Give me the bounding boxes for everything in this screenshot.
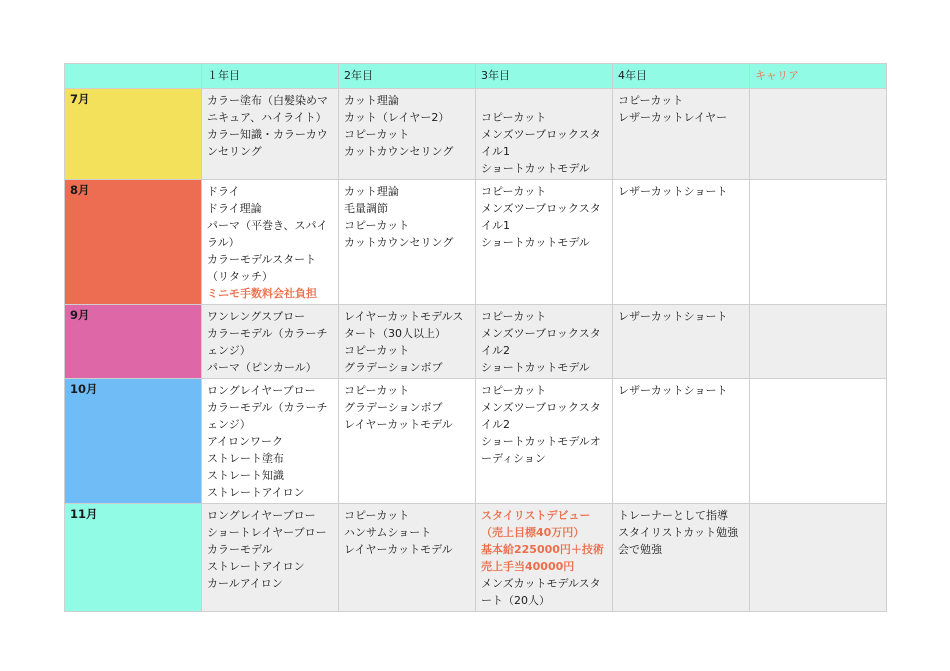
cell-year-2 (339, 504, 476, 612)
cell-line: ェンジ） (207, 418, 251, 431)
cell-career (750, 89, 887, 180)
table-row (65, 504, 887, 612)
cell-line: ショートレイヤーブロー (207, 526, 327, 539)
cell-line: ストレートアイロン (207, 560, 305, 573)
cell-line: コピーカット (344, 128, 410, 141)
cell-year-2 (339, 180, 476, 305)
cell-line: 毛量調節 (344, 202, 388, 215)
cell-line: カット理論 (344, 94, 399, 107)
cell-line: メンズツーブロックスタ (481, 128, 601, 141)
cell-line: ショートカットモデル (481, 162, 590, 175)
cell-year-4 (613, 89, 750, 180)
cell-year-2 (339, 379, 476, 504)
cell-career (750, 305, 887, 379)
table-row (65, 379, 887, 504)
header-year-3: 3年目 (476, 64, 613, 89)
table-row (65, 305, 887, 379)
cell-line: ニキュア、ハイライト） (207, 111, 327, 124)
cell-year-3 (476, 89, 613, 180)
highlight-line: 売上手当40000円 (481, 560, 575, 573)
month-cell: 7月 (65, 89, 202, 180)
cell-line: コピーカット (481, 111, 547, 124)
cell-line: メンズツーブロックスタ (481, 327, 601, 340)
schedule-table (64, 63, 887, 612)
cell-line: カラー塗布（白髪染めマ (207, 94, 328, 107)
cell-line: （リタッチ） (207, 270, 273, 283)
cell-line: カラーモデル (207, 543, 273, 556)
cell-line: カールアイロン (207, 577, 283, 590)
cell-year-1 (202, 379, 339, 504)
cell-line: ワンレングスブロー (207, 310, 306, 323)
highlight-line: スタイリストデビュー (481, 509, 591, 522)
cell-line: メンズカットモデルスタ (481, 577, 601, 590)
cell-year-3 (476, 305, 613, 379)
cell-year-1 (202, 305, 339, 379)
cell-line: パーマ（平巻き、スパイ (207, 219, 328, 232)
cell-line: ーディション (481, 452, 546, 465)
header-career: キャリア (750, 64, 887, 89)
cell-line: コピーカット (344, 344, 410, 357)
cell-line: イル2 (481, 418, 510, 431)
cell-line: ストレート知識 (207, 469, 284, 482)
cell-line: メンズツーブロックスタ (481, 401, 601, 414)
cell-line: レイヤーカットモデル (344, 543, 453, 556)
table-header (65, 64, 887, 89)
cell-line (481, 92, 608, 109)
cell-line: コピーカット (344, 509, 410, 522)
cell-year-1 (202, 504, 339, 612)
cell-career (750, 379, 887, 504)
cell-line: ロングレイヤーブロー (207, 509, 316, 522)
cell-line: カットカウンセリング (344, 145, 454, 158)
cell-year-4 (613, 504, 750, 612)
cell-line: グラデーションボブ (344, 401, 443, 414)
cell-line: ェンジ） (207, 344, 251, 357)
cell-line: ート（20人） (481, 594, 550, 607)
highlight-line: ミニモ手数料会社負担 (207, 287, 317, 300)
cell-year-2 (339, 305, 476, 379)
cell-year-4 (613, 180, 750, 305)
cell-line: タート（30人以上） (344, 327, 446, 340)
cell-career (750, 180, 887, 305)
cell-year-1 (202, 89, 339, 180)
cell-line: ショートカットモデルオ (481, 435, 601, 448)
cell-line: コピーカット (481, 185, 547, 198)
cell-line: コピーカット (344, 384, 410, 397)
cell-line: コピーカット (481, 310, 547, 323)
cell-year-3 (476, 504, 613, 612)
cell-year-1 (202, 180, 339, 305)
cell-line: カットカウンセリング (344, 236, 454, 249)
cell-line: カット（レイヤー2） (344, 111, 450, 124)
cell-line: イル1 (481, 219, 510, 232)
cell-line: ショートカットモデル (481, 236, 590, 249)
month-cell: 8月 (65, 180, 202, 305)
cell-year-3 (476, 379, 613, 504)
cell-line: スタイリストカット勉強 (618, 526, 739, 539)
cell-line: ドライ (207, 185, 240, 198)
cell-line: グラデーションボブ (344, 361, 443, 374)
cell-line: ストレート塗布 (207, 452, 284, 465)
highlight-line: （売上目標40万円） (481, 526, 585, 539)
cell-year-3 (476, 180, 613, 305)
cell-line: イル2 (481, 344, 510, 357)
cell-year-4 (613, 305, 750, 379)
header-year-2: 2年目 (339, 64, 476, 89)
month-cell: 10月 (65, 379, 202, 504)
cell-line: メンズツーブロックスタ (481, 202, 601, 215)
cell-line: レザーカットショート (618, 185, 728, 198)
cell-line: ストレートアイロン (207, 486, 305, 499)
cell-line: ラル） (207, 236, 240, 249)
cell-career (750, 504, 887, 612)
cell-year-2 (339, 89, 476, 180)
cell-year-4 (613, 379, 750, 504)
cell-line: コピーカット (618, 94, 684, 107)
table-row (65, 180, 887, 305)
cell-line: カラーモデルスタート (207, 253, 317, 266)
month-cell: 9月 (65, 305, 202, 379)
cell-line: ハンサムショート (344, 526, 432, 539)
cell-line: レザーカットショート (618, 384, 728, 397)
cell-line: レイヤーカットモデル (344, 418, 453, 431)
cell-line: レザーカットショート (618, 310, 728, 323)
cell-line: レイヤーカットモデルス (344, 310, 464, 323)
header-year-4: 4年目 (613, 64, 750, 89)
cell-line: コピーカット (344, 219, 410, 232)
cell-line: アイロンワーク (207, 435, 284, 448)
cell-line: ロングレイヤーブロー (207, 384, 316, 397)
cell-line: 会で勉強 (618, 543, 662, 556)
cell-line: カラーモデル（カラーチ (207, 401, 328, 414)
cell-line: パーマ（ピンカール） (207, 361, 317, 374)
cell-line: カラーモデル（カラーチ (207, 327, 328, 340)
month-cell: 11月 (65, 504, 202, 612)
cell-line: カット理論 (344, 185, 399, 198)
header-corner (65, 64, 202, 89)
cell-line: イル1 (481, 145, 510, 158)
cell-line: ドライ理論 (207, 202, 262, 215)
cell-line: トレーナーとして指導 (618, 509, 728, 522)
cell-line: コピーカット (481, 384, 547, 397)
table-row (65, 89, 887, 180)
cell-line: ショートカットモデル (481, 361, 590, 374)
cell-line: レザーカットレイヤー (618, 111, 728, 124)
highlight-line: 基本給225000円＋技術 (481, 543, 604, 556)
cell-line: ンセリング (207, 145, 262, 158)
cell-line: カラー知識・カラーカウ (207, 128, 328, 141)
header-year-1: １年目 (202, 64, 339, 89)
